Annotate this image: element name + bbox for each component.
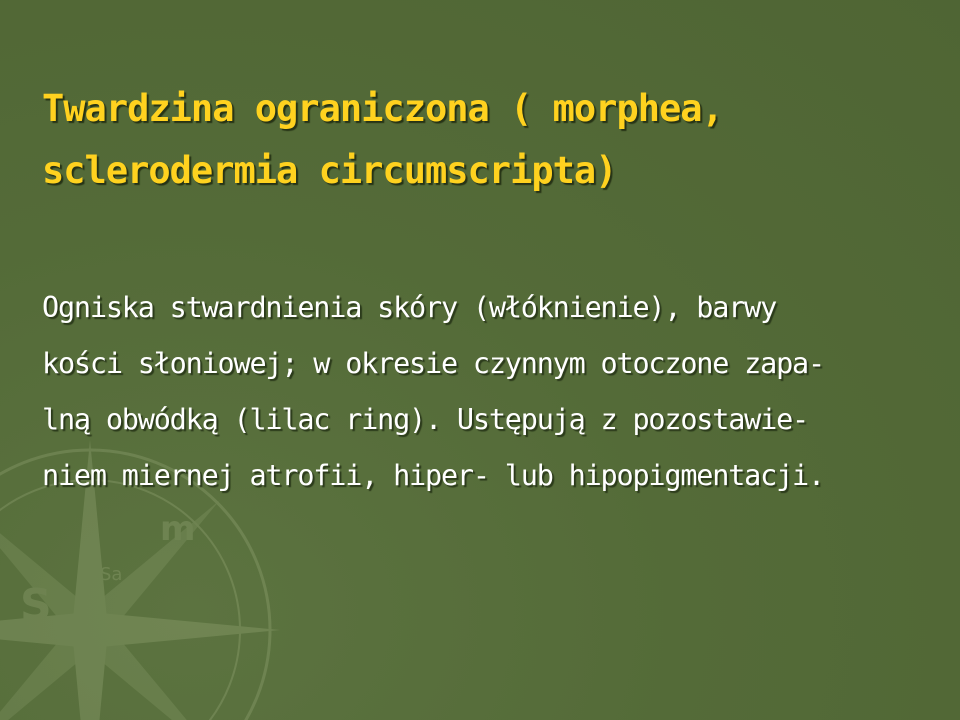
- slide-body-line: lną obwódką (lilac ring). Ustępują z pozostawie-: [42, 403, 809, 436]
- slide-title: [42, 78, 922, 202]
- compass-label-m: m: [160, 509, 196, 549]
- slide-title-line: sclerodermia circumscripta): [42, 149, 617, 192]
- slide-title-line: Twardzina ograniczona ( morphea,: [42, 87, 723, 130]
- slide-body-line: Ogniska stwardnienia skóry (włóknienie), barwy: [42, 291, 777, 324]
- slide-body-line: kości słoniowej; w okresie czynnym otoczone zapa-: [42, 347, 824, 380]
- slide-body: [42, 280, 942, 504]
- compass-label-s: S: [20, 580, 52, 631]
- slide-body-line: niem miernej atrofii, hiper- lub hipopigmentacji.: [42, 459, 824, 492]
- compass-label-sa: Sa: [100, 564, 123, 585]
